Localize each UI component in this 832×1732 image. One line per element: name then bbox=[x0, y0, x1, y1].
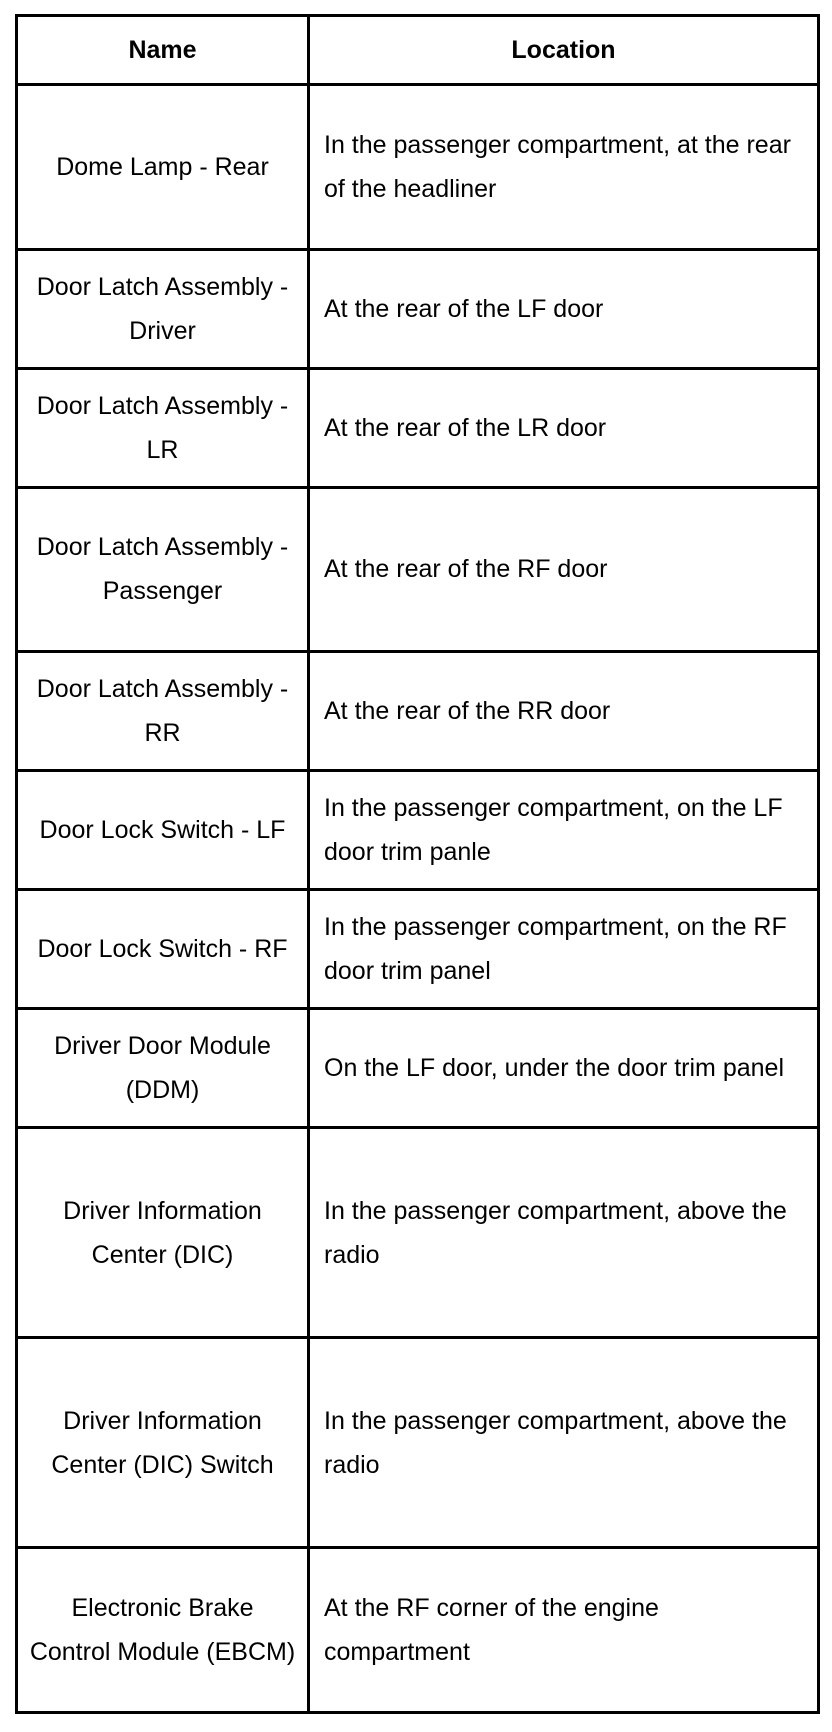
table-row bbox=[17, 890, 819, 1009]
cell-location: In the passenger compartment, on the LF door trim panle bbox=[309, 771, 819, 890]
table-row bbox=[17, 652, 819, 771]
column-header-location: Location bbox=[309, 16, 819, 85]
cell-name: Driver Door Module (DDM) bbox=[17, 1009, 309, 1128]
component-location-table bbox=[15, 14, 820, 1714]
cell-name: Driver Information Center (DIC) bbox=[17, 1128, 309, 1338]
table-row bbox=[17, 368, 819, 487]
table-row bbox=[17, 1548, 819, 1713]
cell-location: At the RF corner of the engine compartment bbox=[309, 1548, 819, 1713]
cell-name: Dome Lamp - Rear bbox=[17, 85, 309, 250]
cell-location: At the rear of the RR door bbox=[309, 652, 819, 771]
cell-name: Electronic Brake Control Module (EBCM) bbox=[17, 1548, 309, 1713]
table-header-row bbox=[17, 16, 819, 85]
table-row bbox=[17, 771, 819, 890]
cell-name: Door Lock Switch - RF bbox=[17, 890, 309, 1009]
column-header-name: Name bbox=[17, 16, 309, 85]
cell-name: Door Latch Assembly - RR bbox=[17, 652, 309, 771]
cell-location: At the rear of the LR door bbox=[309, 368, 819, 487]
table-row bbox=[17, 85, 819, 250]
cell-location: At the rear of the LF door bbox=[309, 249, 819, 368]
cell-name: Door Latch Assembly - Passenger bbox=[17, 487, 309, 652]
cell-name: Door Latch Assembly - Driver bbox=[17, 249, 309, 368]
cell-location: At the rear of the RF door bbox=[309, 487, 819, 652]
cell-name: Driver Information Center (DIC) Switch bbox=[17, 1338, 309, 1548]
cell-location: In the passenger compartment, on the RF door trim panel bbox=[309, 890, 819, 1009]
cell-location: In the passenger compartment, above the radio bbox=[309, 1128, 819, 1338]
cell-location: On the LF door, under the door trim panel bbox=[309, 1009, 819, 1128]
cell-location: In the passenger compartment, above the radio bbox=[309, 1338, 819, 1548]
table-row bbox=[17, 1338, 819, 1548]
table-row bbox=[17, 1009, 819, 1128]
component-location-table-container bbox=[15, 14, 817, 1714]
cell-location: In the passenger compartment, at the rear of the headliner bbox=[309, 85, 819, 250]
cell-name: Door Lock Switch - LF bbox=[17, 771, 309, 890]
cell-name: Door Latch Assembly - LR bbox=[17, 368, 309, 487]
table-row bbox=[17, 249, 819, 368]
table-row bbox=[17, 1128, 819, 1338]
table-row bbox=[17, 487, 819, 652]
